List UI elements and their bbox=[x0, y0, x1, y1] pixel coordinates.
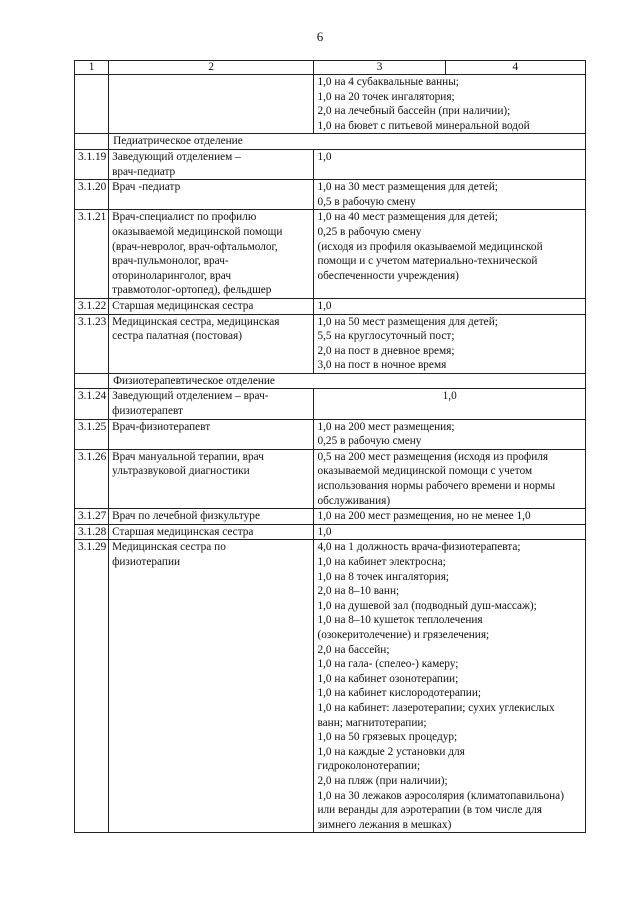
table-row bbox=[75, 540, 586, 833]
section-title: Педиатрическое отделение bbox=[109, 134, 586, 150]
table-row bbox=[75, 210, 586, 299]
row-number: 3.1.25 bbox=[75, 419, 109, 449]
row-number: 3.1.19 bbox=[75, 149, 109, 179]
column-header-3: 3 bbox=[314, 61, 445, 75]
row-number: 3.1.28 bbox=[75, 524, 109, 540]
table-row bbox=[75, 509, 586, 525]
norm-value: 1,0 bbox=[314, 298, 586, 314]
position-name: Медицинская сестра, медицинская сестра палатная (постовая) bbox=[109, 314, 314, 373]
page-number: 6 bbox=[316, 29, 324, 44]
position-name: Медицинская сестра по физиотерапии bbox=[109, 540, 314, 833]
norm-value: 1,0 на 50 мест размещения для детей; 5,5 на круглосуточный пост; 2,0 на пост в дневное время; 3,0 на пост в ночное время bbox=[314, 314, 586, 373]
column-header-1: 1 bbox=[75, 61, 109, 75]
norm-value: 1,0 bbox=[314, 524, 586, 540]
section-title: Физиотерапевтическое отделение bbox=[109, 373, 586, 389]
table-row bbox=[75, 149, 586, 179]
position-name: Заведующий отделением – врач-педиатр bbox=[109, 149, 314, 179]
table-row bbox=[75, 298, 586, 314]
table-row bbox=[75, 180, 586, 210]
norm-value: 1,0 на 40 мест размещения для детей; 0,25 в рабочую смену (исходя из профиля оказываемой медицинской помощи и с учетом материально-технической обеспеченности учреждения) bbox=[314, 210, 586, 299]
norm-value: 1,0 на 200 мест размещения, но не менее 1,0 bbox=[314, 509, 586, 525]
norm-value: 0,5 на 200 мест размещения (исходя из профиля оказываемой медицинской помощи с учетом использования нормы рабочего времени и нормы обслуживания) bbox=[314, 449, 586, 508]
norm-line: 1,0 на 20 точек ингалятория; bbox=[317, 90, 455, 103]
position-name: Заведующий отделением – врач- физиотерапевт bbox=[109, 389, 314, 419]
norm-value: 1,0 на 30 мест размещения для детей; 0,5 в рабочую смену bbox=[314, 180, 586, 210]
position-name: Врач мануальной терапии, врач ультразвуковой диагностики bbox=[109, 449, 314, 508]
row-number: 3.1.27 bbox=[75, 509, 109, 525]
position-name: Врач -педиатр bbox=[109, 180, 314, 210]
table-row bbox=[75, 524, 586, 540]
norm-value: 4,0 на 1 должность врача-физиотерапевта; 1,0 на кабинет электросна; 1,0 на 8 точек ингалятория; 2,0 на 8–10 ванн; 1,0 на душевой зал (подводный душ-массаж); 1,0 на 8–10 кушеток теплолечения (озокеритолечение) и грязелечения; 2,0 на бассейн; 1,0 на гала- (спелео-) камеру; 1,0 на кабинет озонотерапии; 1,0 на кабинет кислородотерапии; 1,0 на кабинет: лазеротерапии; сухих углекислых ванн; магнитотерапии; 1,0 на 50 грязевых процедур; 1,0 на каждые 2 установки для гидроколонотерапии; 2,0 на пляж (при наличии); 1,0 на 30 лежаков аэросолярия (климатопавильона) или веранды для аэротерапии (в том числе для зимнего лежания в мешках) bbox=[314, 540, 586, 833]
row-number: 3.1.23 bbox=[75, 314, 109, 373]
row-number: 3.1.29 bbox=[75, 540, 109, 833]
table-row bbox=[75, 314, 586, 373]
section-header-physio bbox=[75, 373, 586, 389]
position-name: Врач-физиотерапевт bbox=[109, 419, 314, 449]
position-name: Врач по лечебной физкультуре bbox=[109, 509, 314, 525]
row-number: 3.1.20 bbox=[75, 180, 109, 210]
norm-value: 1,0 на 200 мест размещения; 0,25 в рабочую смену bbox=[314, 419, 586, 449]
table-row bbox=[75, 419, 586, 449]
table-row bbox=[75, 449, 586, 508]
row-number: 3.1.24 bbox=[75, 389, 109, 419]
norm-line: 1,0 на 4 субаквальные ванны; bbox=[317, 76, 459, 88]
position-name: Старшая медицинская сестра bbox=[109, 524, 314, 540]
norm-value: 1,0 bbox=[314, 149, 586, 179]
row-number: 3.1.21 bbox=[75, 210, 109, 299]
norm-value: 1,0 bbox=[314, 389, 586, 419]
norm-line: 2,0 на лечебный бассейн (при наличии); bbox=[317, 105, 511, 118]
column-header-2: 2 bbox=[109, 61, 314, 75]
row-number bbox=[75, 75, 109, 134]
continuation-row bbox=[75, 75, 586, 134]
row-number: 3.1.22 bbox=[75, 298, 109, 314]
section-header-pediatric bbox=[75, 134, 586, 150]
row-number: 3.1.26 bbox=[75, 449, 109, 508]
table-row bbox=[75, 389, 586, 419]
column-header-4: 4 bbox=[445, 61, 585, 75]
norm-value bbox=[314, 75, 586, 134]
position-name: Старшая медицинская сестра bbox=[109, 298, 314, 314]
position-name: Врач-специалист по профилю оказываемой медицинской помощи (врач-невролог, врач-офтальмолог, врач-пульмонолог, врач- оториноларинголог, врач травмотолог-ортопед), фельдшер bbox=[109, 210, 314, 299]
position-name bbox=[109, 75, 314, 134]
norm-line: 1,0 на бювет с питьевой минеральной водой bbox=[317, 119, 530, 132]
header-row bbox=[75, 61, 586, 75]
staffing-table bbox=[74, 60, 586, 833]
